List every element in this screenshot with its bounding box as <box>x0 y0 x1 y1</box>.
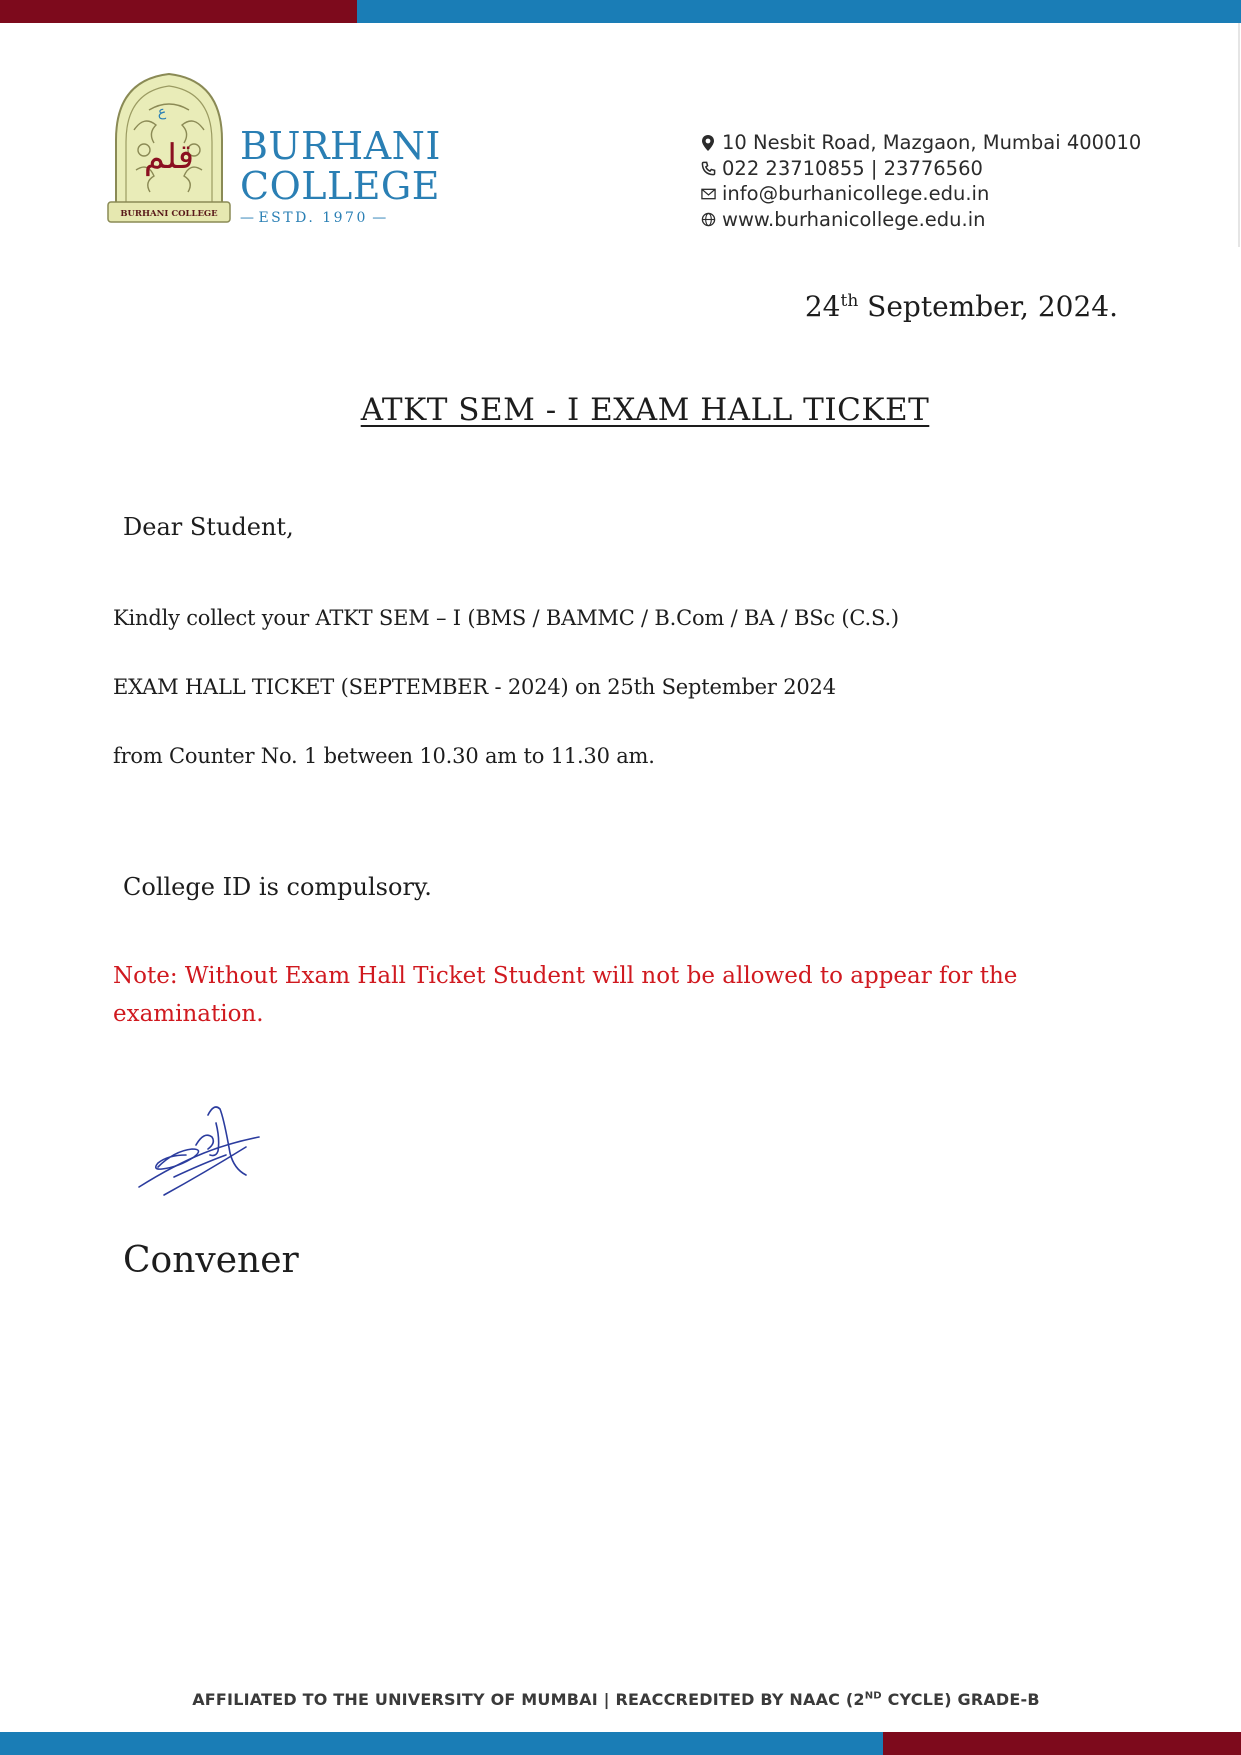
college-wordmark <box>240 126 450 226</box>
phone-icon <box>698 161 718 176</box>
bottom-blue-band <box>0 1732 883 1755</box>
svg-text:ع: ع <box>157 104 167 120</box>
top-blue-band <box>357 0 1241 23</box>
contact-website <box>698 207 1198 233</box>
contact-email <box>698 181 1198 207</box>
signatory-title: Convener <box>123 1240 299 1281</box>
globe-icon <box>698 212 718 227</box>
college-name-line1: BURHANI <box>240 124 441 168</box>
contact-phone <box>698 156 1198 182</box>
date-rest: September, 2024. <box>858 290 1118 323</box>
date-suffix: th <box>840 291 859 311</box>
date-day: 24 <box>804 290 841 323</box>
footer-superscript: ND <box>864 1690 882 1702</box>
body-line-2: EXAM HALL TICKET (SEPTEMBER - 2024) on 25th September 2024 <box>113 675 836 699</box>
contact-block <box>698 130 1198 232</box>
college-emblem-logo <box>104 70 234 230</box>
top-maroon-band <box>0 0 357 23</box>
emblem-caption: BURHANI COLLEGE <box>120 209 218 219</box>
page-title: ATKT SEM - I EXAM HALL TICKET <box>360 392 930 428</box>
footer-text-start: AFFILIATED TO THE UNIVERSITY OF MUMBAI | REACCREDITED BY NAAC (2 <box>192 1690 865 1709</box>
header-divider <box>1238 23 1240 247</box>
address-text: 10 Nesbit Road, Mazgaon, Mumbai 400010 <box>722 131 1142 155</box>
contact-address <box>698 130 1198 156</box>
bottom-maroon-band <box>883 1732 1241 1755</box>
body-line-3: from Counter No. 1 between 10.30 am to 11.30 am. <box>113 744 655 768</box>
email-link[interactable]: info@burhanicollege.edu.in <box>722 182 990 206</box>
warning-note: Note: Without Exam Hall Ticket Student will not be allowed to appear for the examination. <box>113 963 1018 1027</box>
salutation: Dear Student, <box>123 513 294 541</box>
college-name-line2: COLLEGE <box>240 164 441 208</box>
website-link[interactable]: www.burhanicollege.edu.in <box>722 207 986 231</box>
emblem-script: قلم <box>143 137 195 177</box>
body-line-1: Kindly collect your ATKT SEM – I (BMS / BAMMC / B.Com / BA / BSc (C.S.) <box>113 606 899 630</box>
phone-text: 022 23710855 | 23776560 <box>722 156 983 180</box>
location-pin-icon <box>698 134 718 152</box>
footer-text-end: CYCLE) GRADE-B <box>881 1690 1040 1709</box>
footer-affiliation <box>0 1690 1232 1709</box>
id-notice: College ID is compulsory. <box>123 873 432 901</box>
established-tagline: — ESTD. 1970 — <box>240 210 387 226</box>
letter-date <box>805 290 1118 323</box>
mail-icon <box>698 188 718 200</box>
established-text: ESTD. 1970 <box>258 210 368 226</box>
signature-image <box>134 1095 279 1200</box>
